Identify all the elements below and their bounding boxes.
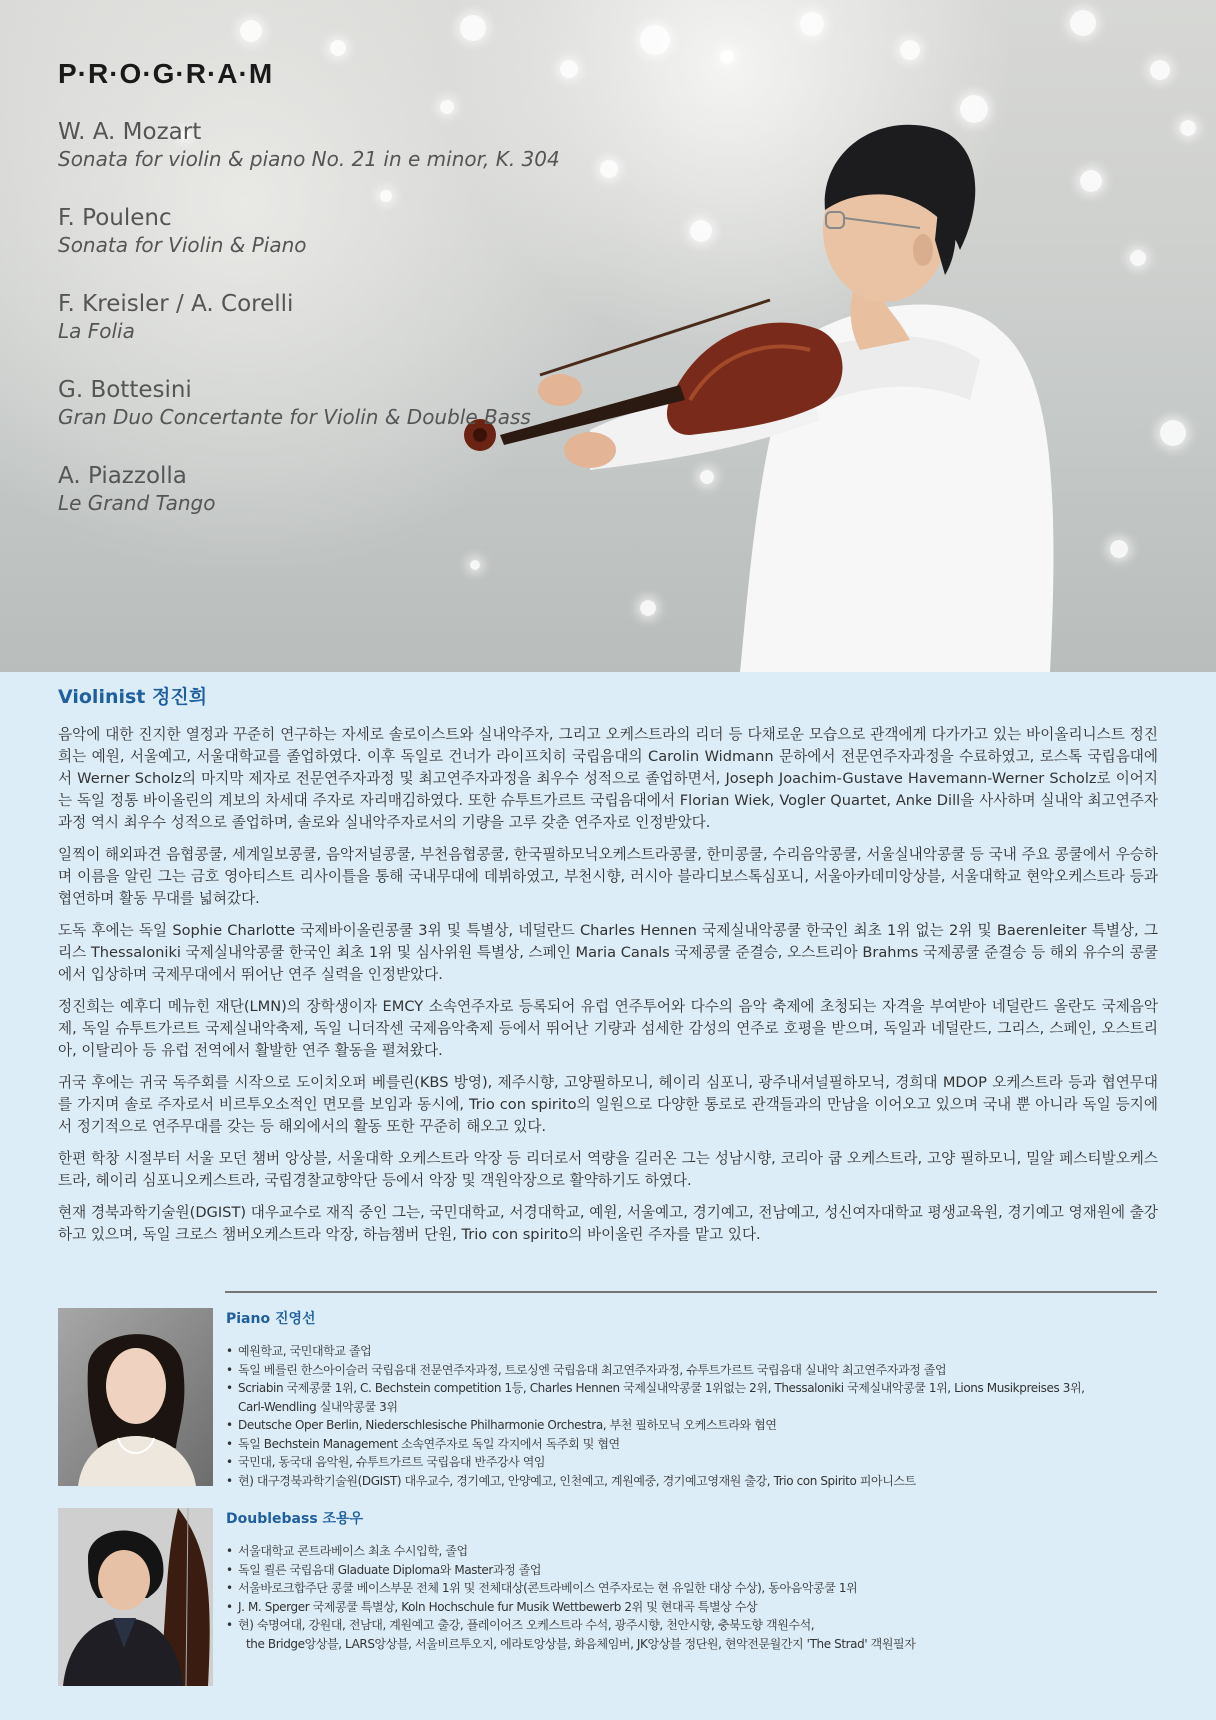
- composer-name: F. Kreisler / A. Corelli: [58, 291, 294, 317]
- violinist-heading: Violinist 정진희: [58, 686, 208, 708]
- pianist-heading: Piano 진영선: [226, 1311, 316, 1327]
- credit-item: • 국민대, 동국대 음악원, 슈투트가르트 국립음대 반주강사 역임: [226, 1455, 546, 1469]
- composer-name: F. Poulenc: [58, 205, 172, 231]
- composer-name: A. Piazzolla: [58, 463, 187, 489]
- bio-paragraph: 일찍이 해외파견 음협콩쿨, 세계일보콩쿨, 음악저널콩쿨, 부천음협콩쿨, 한국필하모닉오케스트라콩쿨, 한미콩쿨, 수리음악콩쿨, 서울실내악콩쿨 등 국내 주요 콩쿨에서 우승하며 이름을 알린 그는 금호 영아티스트 리사이틀을 통해 국내무대에 데뷔하였고, 부천시향, 러시아 블라디보스톡심포니, 서울아카데미앙상블, 서울대학교 현악오케스트라 등과 협연하며 활동 무대를 넓혀갔다.: [58, 846, 1158, 907]
- composer-name: W. A. Mozart: [58, 119, 202, 145]
- credit-item: • Scriabin 국제콩쿨 1위, C. Bechstein competition 1등, Charles Hennen 국제실내악콩쿨 1위없는 2위, Thessaloniki 국제실내악콩쿨 1위, Lions Musikpreises 3위,: [226, 1381, 1085, 1395]
- credit-item: • 현) 대구경북과학기술원(DGIST) 대우교수, 경기예고, 안양예고, 인천예고, 계원예중, 경기예고영재원 출강, Trio con Spirito 피아니스트: [226, 1473, 916, 1488]
- program-piece: [58, 376, 618, 462]
- bio-paragraph: 한편 학창 시절부터 서울 모던 챔버 앙상블, 서울대학 오케스트라 악장 등 리더로서 역량을 길러온 그는 성남시향, 코리아 쿱 오케스트라, 고양 필하모니, 밀알 페스티발오케스트라, 헤이리 심포니오케스트라, 국립경찰교향악단 등에서 악장 및 객원악장으로 활약하기도 하였다.: [58, 1150, 1158, 1189]
- violinist-bio: [58, 724, 1158, 1256]
- credit-item: • 독일 Bechstein Management 소속연주자로 독일 각지에서 독주회 및 협연: [226, 1436, 620, 1451]
- credit-item: • 독일 베를린 한스아이슬러 국립음대 전문연주자과정, 트로싱엔 국립음대 최고연주자과정, 슈투트가르트 국립음대 실내악 최고연주자과정 졸업: [226, 1362, 947, 1377]
- credit-item: • 예원학교, 국민대학교 졸업: [226, 1344, 372, 1358]
- program-list: [58, 118, 618, 548]
- program-heading: P·R·O·G·R·A·M: [58, 58, 274, 89]
- bassist-credits: [226, 1542, 1166, 1653]
- work-title: Sonata for violin & piano No. 21 in e minor, K. 304: [58, 147, 560, 171]
- program-piece: [58, 462, 618, 548]
- pianist-photo: [58, 1308, 213, 1486]
- bassist-heading: Doublebass 조용우: [226, 1511, 364, 1527]
- work-title: Le Grand Tango: [58, 491, 216, 515]
- bassist-photo: [58, 1508, 213, 1686]
- bio-paragraph: 도독 후에는 독일 Sophie Charlotte 국제바이올린콩쿨 3위 및 특별상, 네덜란드 Charles Hennen 국제실내악콩쿨 한국인 최초 1위 없는 2위 및 Baerenleiter 특별상, 그리스 Thessaloniki 국제실내악콩쿨 한국인 최초 1위 및 심사위원 특별상, 스페인 Maria Canals 국제콩쿨 준결승, 오스트리아 Brahms 국제콩쿨 준결승 등 해외 유수의 콩쿨에서 입상하며 국제무대에서 뛰어난 연주 실력을 인정받았다.: [58, 922, 1158, 983]
- program-piece: [58, 204, 618, 290]
- credit-item: • 독일 쾰른 국립음대 Gladuate Diploma와 Master과정 졸업: [226, 1562, 542, 1577]
- section-divider: [225, 1291, 1157, 1293]
- composer-name: G. Bottesini: [58, 377, 192, 403]
- program-piece: [58, 118, 618, 204]
- credit-item: • Deutsche Oper Berlin, Niederschlesische Philharmonie Orchestra, 부천 필하모닉 오케스트라와 협연: [226, 1418, 777, 1432]
- work-title: Sonata for Violin & Piano: [58, 233, 307, 257]
- work-title: La Folia: [58, 319, 135, 343]
- credit-item: • 서울대학교 콘트라베이스 최초 수시입학, 졸업: [226, 1544, 468, 1558]
- credit-item: Carl-Wendling 실내악콩쿨 3위: [238, 1399, 398, 1414]
- bio-paragraph: 정진희는 예후디 메뉴힌 재단(LMN)의 장학생이자 EMCY 소속연주자로 등록되어 유럽 연주투어와 다수의 음악 축제에 초청되는 자격을 부여받아 네덜란드 올란도 국제음악제, 독일 슈투트가르트 국제실내악축제, 독일 니더작센 국제음악축제 등에서 뛰어난 기량과 섬세한 감성의 연주로 호평을 받으며, 독일과 네덜란드, 그리스, 스페인, 오스트리아, 이탈리아 등 유럽 전역에서 활발한 연주 활동을 펼쳐왔다.: [58, 998, 1158, 1059]
- work-title: Gran Duo Concertante for Violin & Double Bass: [58, 405, 531, 429]
- pianist-section: [58, 1308, 1168, 1488]
- bio-paragraph: 음악에 대한 진지한 열정과 꾸준히 연구하는 자세로 솔로이스트와 실내악주자, 그리고 오케스트라의 리더 등 다채로운 모습으로 관객에게 다가가고 있는 바이올리니스트 정진희는 예원, 서울예고, 서울대학교를 졸업하였다. 이후 독일로 건너가 라이프치히 국립음대의 Carolin Widmann 문하에서 전문연주자과정을 수료하였고, 로스톡 국립음대에서 Werner Scholz의 마지막 제자로 전문연주자과정 및 최고연주자과정을 최우수 성적으로 졸업하면서, Joseph Joachim-Gustave Havemann-Werner Scholz로 이어지는 독일 정통 바이올린의 계보의 차세대 주자로 자리매김하였다. 또한 슈투트가르트 국립음대에서 Florian Wiek, Vogler Quartet, Anke Dill을 사사하며 실내악 최고연주자과정 역시 최우수 성적으로 졸업하며, 솔로와 실내악주자로서의 기량을 고루 갖춘 연주자로 인정받았다.: [58, 726, 1158, 831]
- hero-photo: [0, 0, 1216, 672]
- bassist-section: [58, 1508, 1168, 1688]
- program-piece: [58, 290, 618, 376]
- pianist-credits: [226, 1342, 1166, 1490]
- credit-item: the Bridge앙상블, LARS앙상블, 서울비르투오지, 에라토앙상블, 화음체임버, JK앙상블 정단원, 현악전문월간지 'The Strad' 객원필자: [246, 1636, 916, 1651]
- credit-item: • 서울바로크합주단 콩쿨 베이스부문 전체 1위 및 전체대상(콘트라베이스 연주자로는 현 유일한 대상 수상), 동아음악콩쿨 1위: [226, 1581, 858, 1595]
- bio-paragraph: 현재 경북과학기술원(DGIST) 대우교수로 재직 중인 그는, 국민대학교, 서경대학교, 예원, 서울예고, 경기예고, 전남예고, 성신여자대학교 평생교육원, 경기예고 영재원에 출강하고 있으며, 독일 크로스 챔버오케스트라 악장, 하늠챔버 단원, Trio con spirito의 바이올린 주자를 맡고 있다.: [58, 1204, 1158, 1243]
- bio-paragraph: 귀국 후에는 귀국 독주회를 시작으로 도이치오퍼 베를린(KBS 방영), 제주시향, 고양필하모니, 헤이리 심포니, 광주내셔널필하모닉, 경희대 MDOP 오케스트라 등과 협연무대를 가지며 솔로 주자로서 비르투오소적인 면모를 보임과 동시에, Trio con spirito의 일원으로 다양한 통로로 관객들과의 만남을 이어오고 있으며 국내 뿐 아니라 독일 등지에서 정기적으로 연주무대를 갖는 등 해외에서의 활동 또한 꾸준히 해오고 있다.: [58, 1074, 1158, 1135]
- credit-item: • 현) 숙명여대, 강원대, 전남대, 계원예고 출강, 플레이어즈 오케스트라 수석, 광주시향, 천안시향, 충북도향 객원수석,: [226, 1618, 815, 1632]
- credit-item: • J. M. Sperger 국제콩쿨 특별상, Koln Hochschule fur Musik Wettbewerb 2위 및 현대곡 특별상 수상: [226, 1599, 758, 1614]
